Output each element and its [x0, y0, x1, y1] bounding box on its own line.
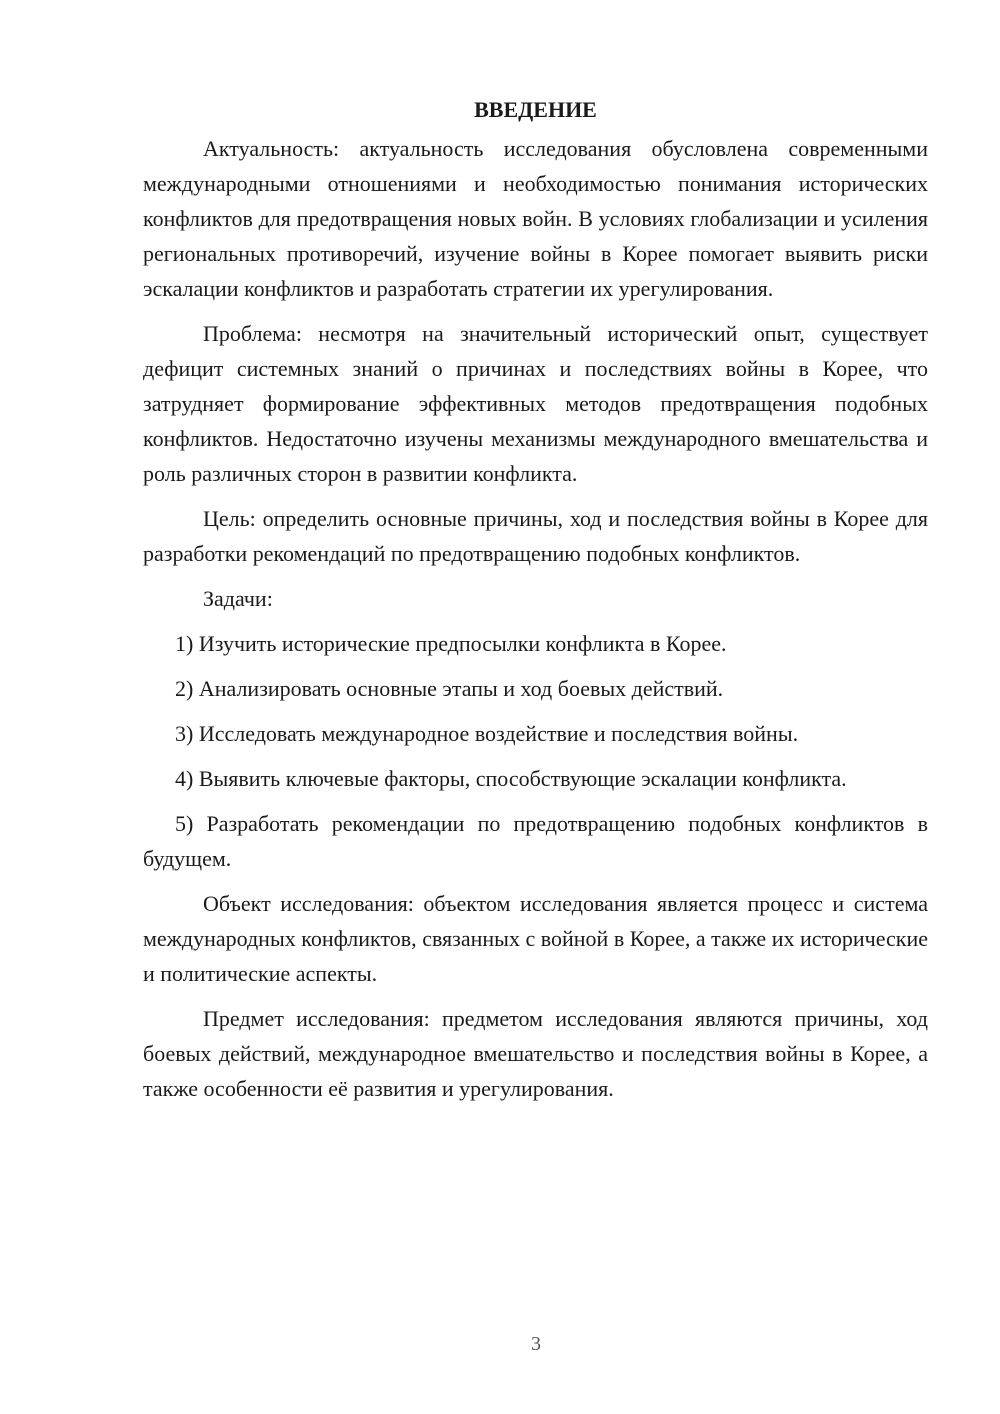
tasks-heading: Задачи:	[203, 586, 273, 611]
task-item: 4) Выявить ключевые факторы, способствующие эскалации конфликта.	[175, 766, 847, 791]
subject-paragraph: Предмет исследования: предметом исследования являются причины, ход боевых действий, международное вмешательство и последствия войны в Корее, а также особенности её развития и урегулирования.	[143, 1006, 928, 1101]
task-item: 3) Исследовать международное воздействие и последствия войны.	[175, 721, 799, 746]
section-title: ВВЕДЕНИЕ	[474, 97, 597, 122]
problem-paragraph: Проблема: несмотря на значительный исторический опыт, существует дефицит системных знаний о причинах и последствиях войны в Корее, что затрудняет формирование эффективных методов предотвращения подобных конфликтов. Недостаточно изучены механизмы международного вмешательства и роль различных сторон в развитии конфликта.	[143, 321, 928, 486]
document-page	[143, 92, 928, 1116]
relevance-paragraph: Актуальность: актуальность исследования обусловлена современными международными отношениями и необходимостью понимания исторических конфликтов для предотвращения новых войн. В условиях глобализации и усиления региональных противоречий, изучение войны в Корее помогает выявить риски эскалации конфликтов и разработать стратегии их урегулирования.	[143, 136, 928, 301]
object-paragraph: Объект исследования: объектом исследования является процесс и система международных конфликтов, связанных с войной в Корее, а также их исторические и политические аспекты.	[143, 891, 928, 986]
goal-paragraph: Цель: определить основные причины, ход и последствия войны в Корее для разработки рекомендаций по предотвращению подобных конфликтов.	[143, 506, 928, 566]
page-number: 3	[531, 1333, 541, 1355]
task-item: 1) Изучить исторические предпосылки конфликта в Корее.	[175, 631, 727, 656]
task-item: 2) Анализировать основные этапы и ход боевых действий.	[175, 676, 724, 701]
task-item: 5) Разработать рекомендации по предотвращению подобных конфликтов в будущем.	[143, 811, 928, 871]
